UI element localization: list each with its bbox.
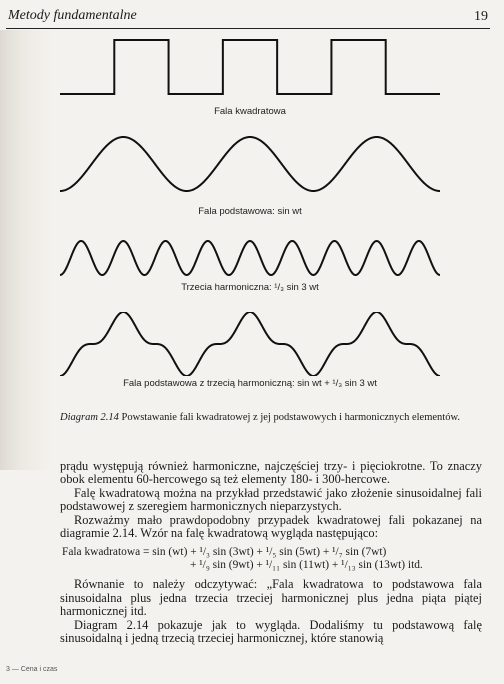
equation-line-2: + ¹/₉ sin (9wt) + ¹/₁₁ sin (11wt) + ¹/₁₃ sin (13wt) itd. (190, 559, 423, 572)
square-wave-equation (60, 546, 482, 572)
paragraph-5: Diagram 2.14 pokazuje jak to wygląda. Dodaliśmy tu podstawową falę sinusoidalną i jedną trzecią trzeciej harmonicznej, które stanowią (60, 617, 482, 646)
figure-caption (60, 412, 480, 424)
figure-label: Diagram 2.14 (60, 412, 119, 423)
figure-caption-text: Powstawanie fali kwadratowej z jej podstawowych i harmonicznych elementów. (121, 412, 460, 423)
body-text (60, 460, 482, 645)
running-head: Metody fundamentalne (8, 8, 137, 23)
paragraph-2: Falę kwadratową można na przykład przedstawić jako złożenie sinusoidalnej fali podstawowej z szeregiem harmonicznych nieparzystych. (60, 485, 482, 514)
third-harmonic-plot (60, 236, 440, 280)
caption-sum-wave: Fala podstawowa z trzecią harmoniczną: sin wt + ¹/₃ sin 3 wt (123, 378, 377, 389)
caption-third-harmonic: Trzecia harmoniczna: ¹/₃ sin 3 wt (181, 282, 319, 293)
equation-line-1: Fala kwadratowa = sin (wt) + ¹/₃ sin (3wt) + ¹/₅ sin (5wt) + ¹/₇ sin (7wt) (62, 546, 387, 559)
page-footer: 3 — Cena i czas (6, 666, 58, 673)
sum-wave-plot (60, 312, 440, 376)
paragraph-1: prądu występują również harmoniczne, najczęściej trzy- i pięciokrotne. To znaczy obok elementu 60-hercowego są też elementy 180- i 300-hercowe. (60, 459, 482, 487)
paragraph-3: Rozważmy mało prawdopodobny przypadek kwadratowej fali pokazanej na diagramie 2.14. Wzór na falę kwadratową wygląda następująco: (60, 512, 482, 541)
page-edge-shadow (0, 30, 52, 470)
fundamental-wave-plot (60, 132, 440, 196)
paragraph-4: Równanie to należy odczytywać: „Fala kwadratowa to podstawowa fala sinusoidalna plus jedna trzecia trzeciej harmonicznej plus jedna piąta piątej harmonicznej itd. (60, 577, 482, 619)
caption-fundamental-wave: Fala podstawowa: sin wt (198, 206, 302, 217)
page-header (6, 6, 490, 29)
square-wave-plot (60, 38, 440, 102)
caption-square-wave: Fala kwadratowa (214, 106, 286, 117)
page-number: 19 (474, 9, 488, 24)
